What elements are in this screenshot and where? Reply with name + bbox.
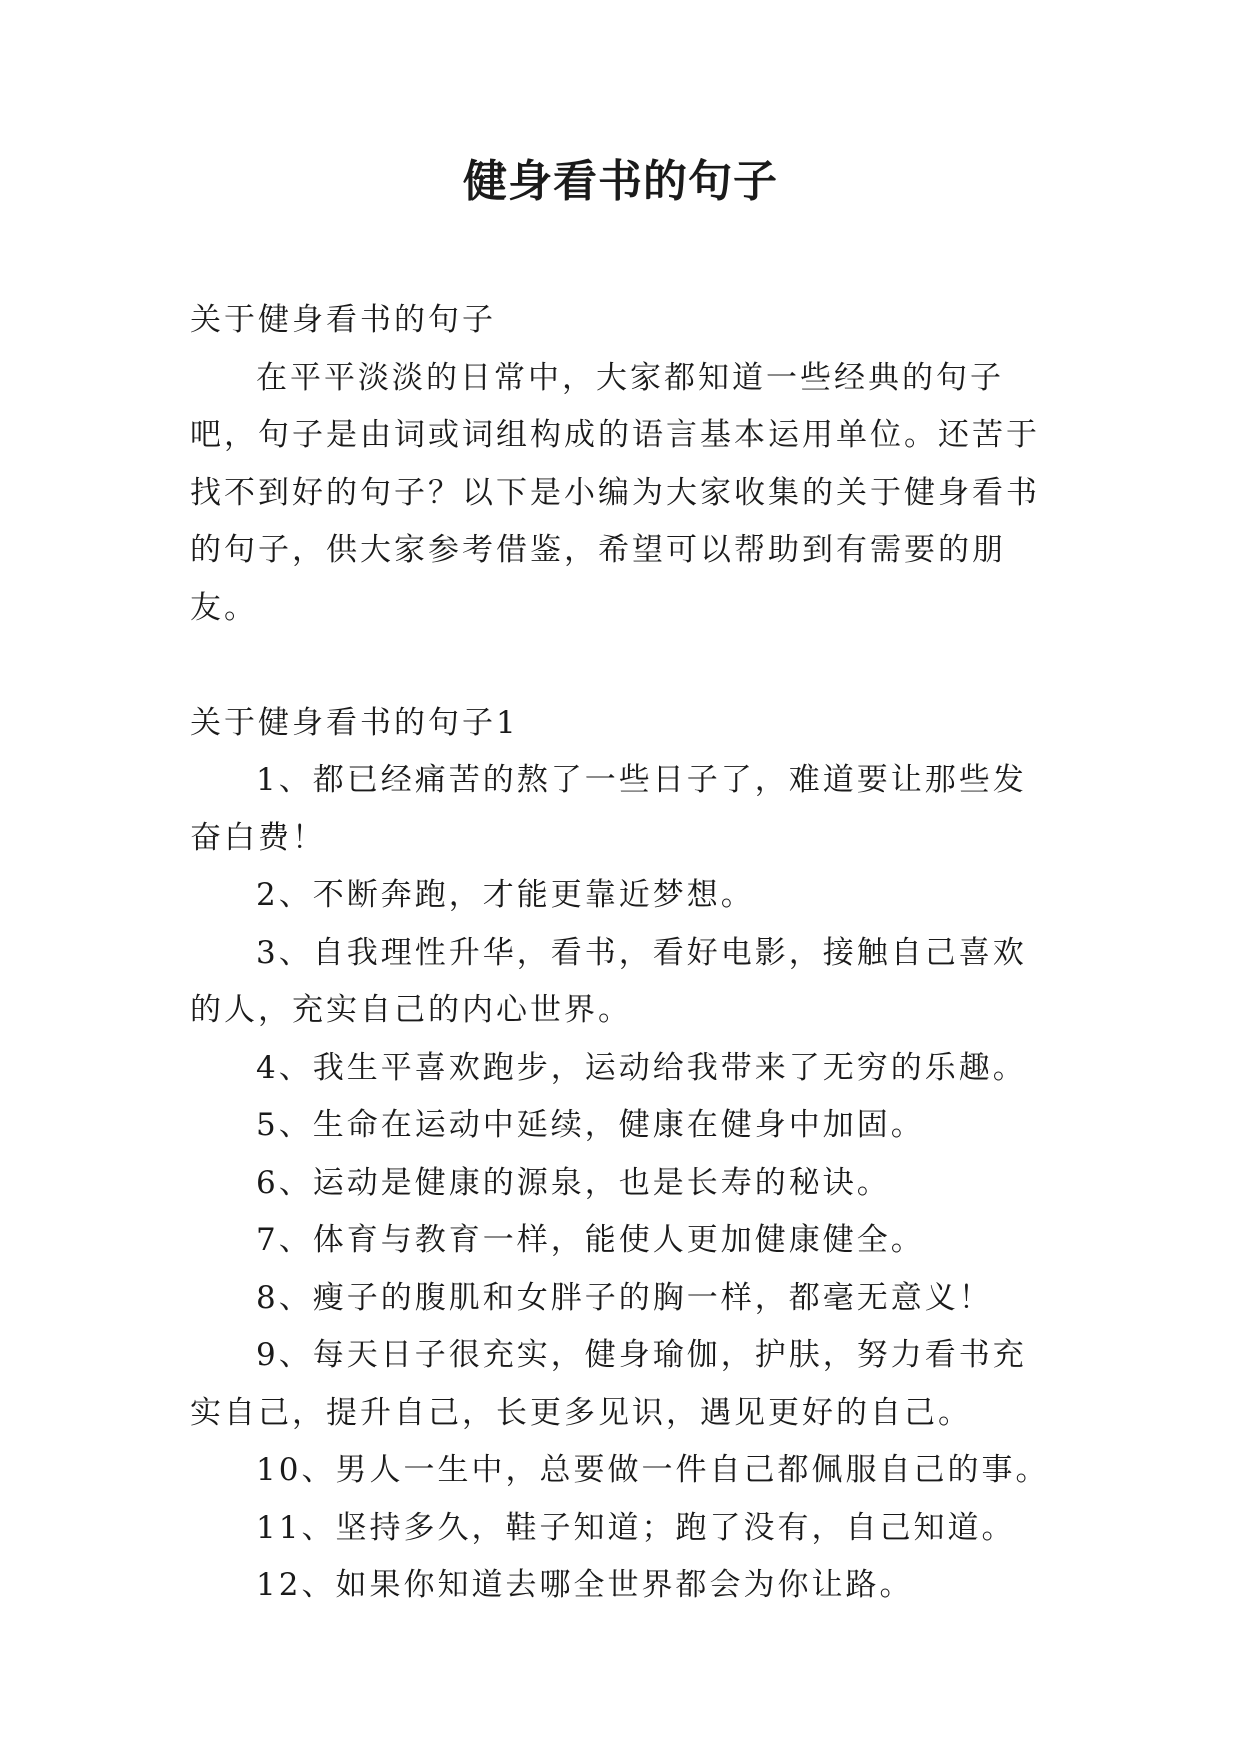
list-item: 4、我生平喜欢跑步，运动给我带来了无穷的乐趣。 bbox=[256, 1049, 1027, 1086]
list-item: 6、运动是健康的源泉，也是长寿的秘诀。 bbox=[256, 1164, 891, 1201]
list-item: 5、生命在运动中延续，健康在健身中加固。 bbox=[256, 1107, 925, 1143]
document-title: 健身看书的句子 bbox=[463, 156, 778, 207]
list-item: 12、如果你知道去哪全世界都会为你让路。 bbox=[256, 1567, 914, 1603]
list-item: 11、坚持多久，鞋子知道；跑了没有，自己知道。 bbox=[256, 1509, 1016, 1546]
list-item: 1、都已经痛苦的熬了一些日子了，难道要让那些发奋白费！ bbox=[190, 762, 1027, 856]
list-item: 10、男人一生中，总要做一件自己都佩服自己的事。 bbox=[256, 1452, 1050, 1488]
section-spacer bbox=[190, 637, 1055, 695]
section-heading: 关于健身看书的句子1 bbox=[190, 704, 519, 741]
list-item: 2、不断奔跑，才能更靠近梦想。 bbox=[256, 877, 755, 913]
intro-heading: 关于健身看书的句子 bbox=[190, 302, 496, 338]
list-item: 8、瘦子的腹肌和女胖子的胸一样，都毫无意义！ bbox=[256, 1279, 993, 1316]
document-body bbox=[190, 292, 1055, 1615]
list-item: 3、自我理性升华，看书，看好电影，接触自己喜欢的人，充实自己的内心世界。 bbox=[190, 934, 1027, 1028]
list-item: 9、每天日子很充实，健身瑜伽，护肤，努力看书充实自己，提升自己，长更多见识，遇见更好的自己。 bbox=[190, 1337, 1027, 1431]
intro-paragraph: 在平平淡淡的日常中，大家都知道一些经典的句子吧，句子是由词或词组构成的语言基本运用单位。还苦于找不到好的句子？以下是小编为大家收集的关于健身看书的句子，供大家参考借鉴，希望可以帮助到有需要的朋友。 bbox=[190, 359, 1040, 626]
list-item: 7、体育与教育一样，能使人更加健康健全。 bbox=[256, 1222, 925, 1258]
